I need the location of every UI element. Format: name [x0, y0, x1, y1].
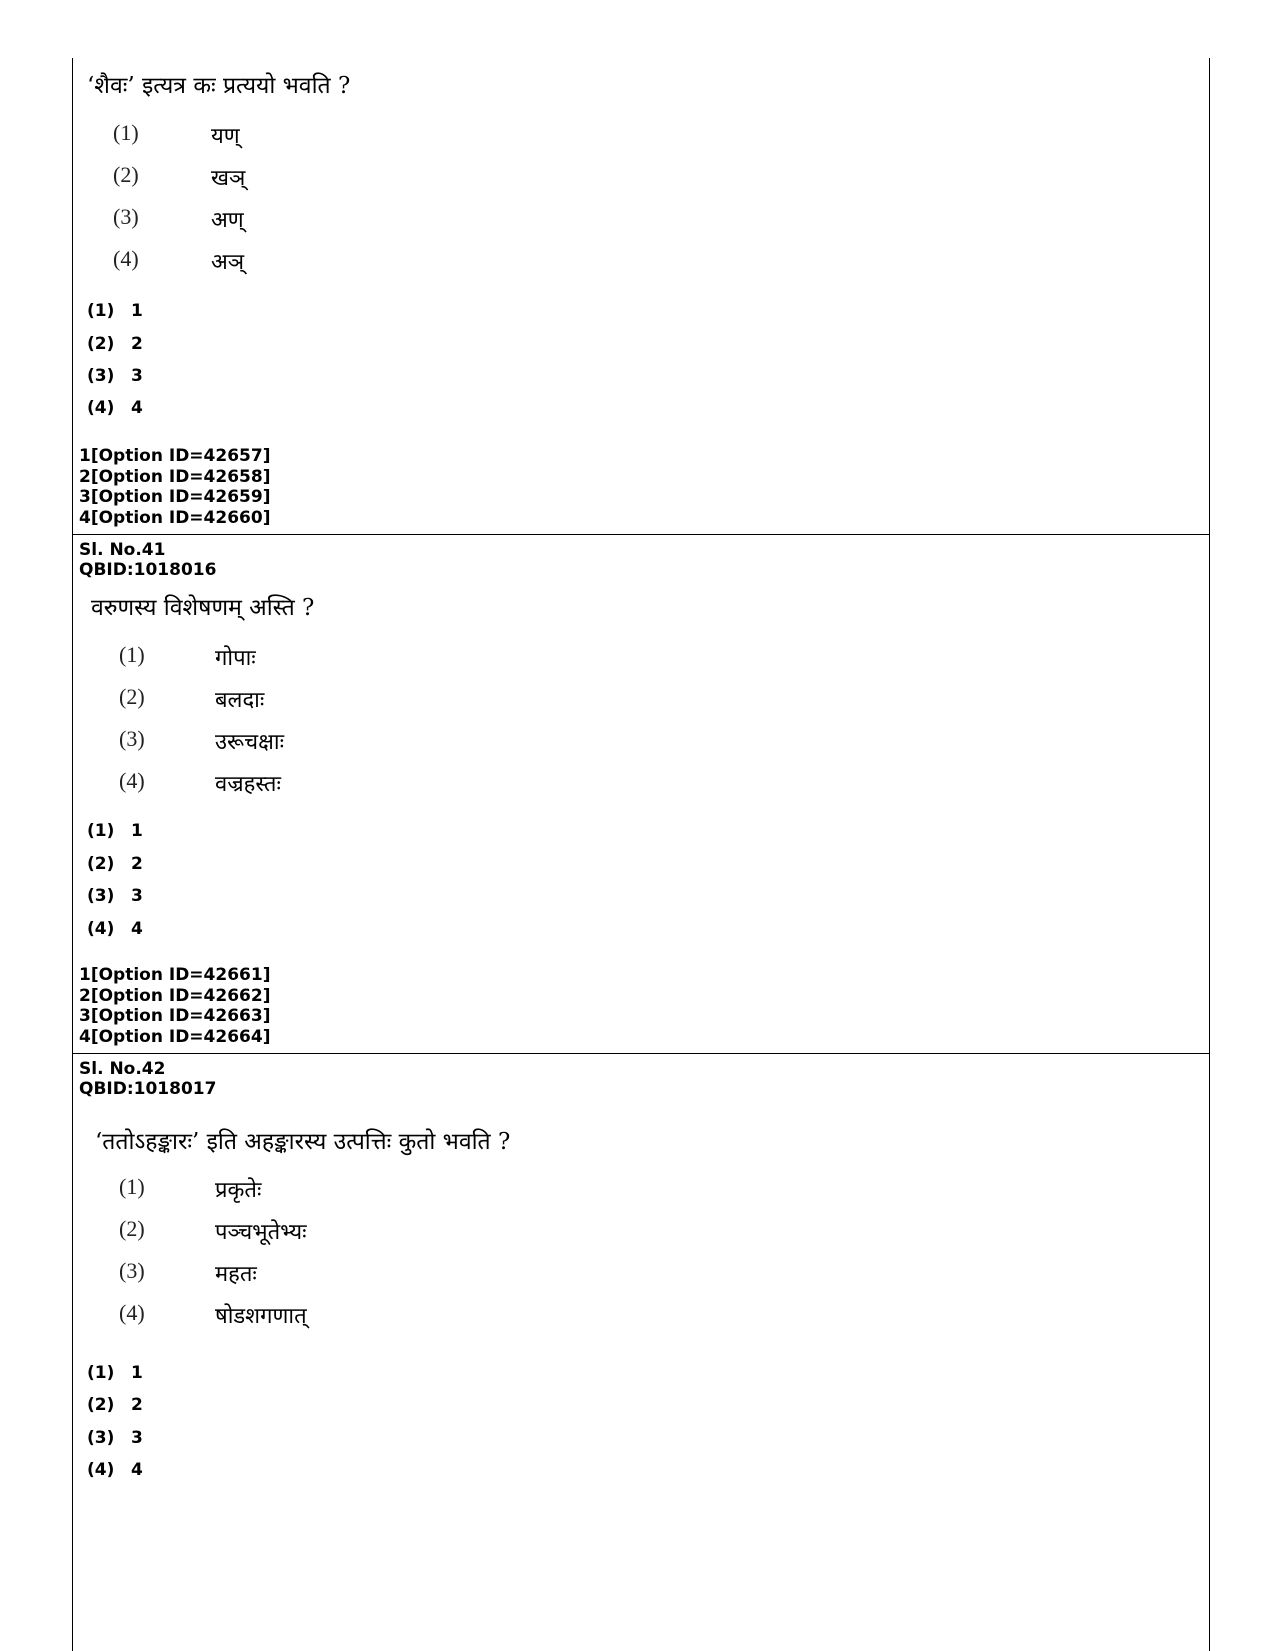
answer-choice[interactable]: (3) 3	[87, 886, 143, 906]
option-text: वज्रहस्तः	[215, 772, 281, 797]
option-text: बलदाः	[215, 688, 265, 713]
answer-choice[interactable]: (4) 4	[87, 398, 143, 418]
option-number: (1)	[119, 1174, 145, 1199]
option-id: 3[Option ID=42663]	[79, 1006, 271, 1026]
answer-choice[interactable]: (2) 2	[87, 854, 143, 874]
option-text: उरूचक्षाः	[215, 730, 285, 755]
option-number: (4)	[119, 1300, 145, 1325]
answer-choice[interactable]: (3) 3	[87, 366, 143, 386]
answer-choice[interactable]: (1) 1	[87, 1363, 143, 1383]
option-text: गोपाः	[215, 646, 256, 671]
option-text: प्रकृतेः	[215, 1178, 262, 1203]
option-number: (4)	[113, 246, 139, 271]
option-text: अञ्	[211, 250, 245, 275]
serial-number: Sl. No.41	[79, 540, 166, 560]
question-text: ‘शैवः’ इत्यत्र कः प्रत्ययो भवति ?	[87, 73, 351, 99]
answer-choice[interactable]: (3) 3	[87, 1428, 143, 1448]
option-number: (3)	[119, 1258, 145, 1283]
answer-choice[interactable]: (1) 1	[87, 301, 143, 321]
answer-choice[interactable]: (2) 2	[87, 1395, 143, 1415]
option-number: (1)	[119, 642, 145, 667]
section-divider	[73, 534, 1209, 535]
option-id: 4[Option ID=42660]	[79, 507, 271, 528]
qbid: QBID:1018016	[79, 560, 217, 580]
option-text: पञ्चभूतेभ्यः	[215, 1220, 307, 1245]
question-paper-frame	[72, 58, 1210, 1651]
option-number: (1)	[113, 120, 139, 145]
question-text: वरुणस्य विशेषणम् अस्ति ?	[91, 595, 315, 621]
option-id: 4[Option ID=42664]	[79, 1026, 271, 1047]
option-id: 1[Option ID=42661]	[79, 965, 271, 985]
option-number: (2)	[119, 1216, 145, 1241]
serial-number: Sl. No.42	[79, 1059, 166, 1079]
answer-choice[interactable]: (2) 2	[87, 334, 143, 354]
option-id: 3[Option ID=42659]	[79, 487, 271, 507]
option-number: (2)	[119, 684, 145, 709]
option-id-list	[79, 965, 270, 1047]
section-divider	[73, 1053, 1209, 1054]
answer-choice[interactable]: (4) 4	[87, 1460, 143, 1480]
option-text: महतः	[215, 1262, 257, 1287]
option-number: (2)	[113, 162, 139, 187]
option-text: खञ्	[211, 166, 246, 191]
answer-choice[interactable]: (1) 1	[87, 821, 143, 841]
option-number: (3)	[119, 726, 145, 751]
option-id: 2[Option ID=42662]	[79, 985, 271, 1006]
option-number: (4)	[119, 768, 145, 793]
option-text: अण्	[211, 208, 244, 233]
option-text: यण्	[211, 124, 240, 149]
option-number: (3)	[113, 204, 139, 229]
option-id: 2[Option ID=42658]	[79, 466, 271, 487]
qbid: QBID:1018017	[79, 1079, 217, 1099]
answer-choice[interactable]: (4) 4	[87, 919, 143, 939]
option-text: षोडशगणात्	[215, 1304, 307, 1329]
option-id: 1[Option ID=42657]	[79, 446, 271, 466]
option-id-list	[79, 446, 270, 528]
question-text: ‘ततोऽहङ्कारः’ इति अहङ्कारस्य उत्पत्तिः कुतो भवति ?	[95, 1129, 511, 1155]
